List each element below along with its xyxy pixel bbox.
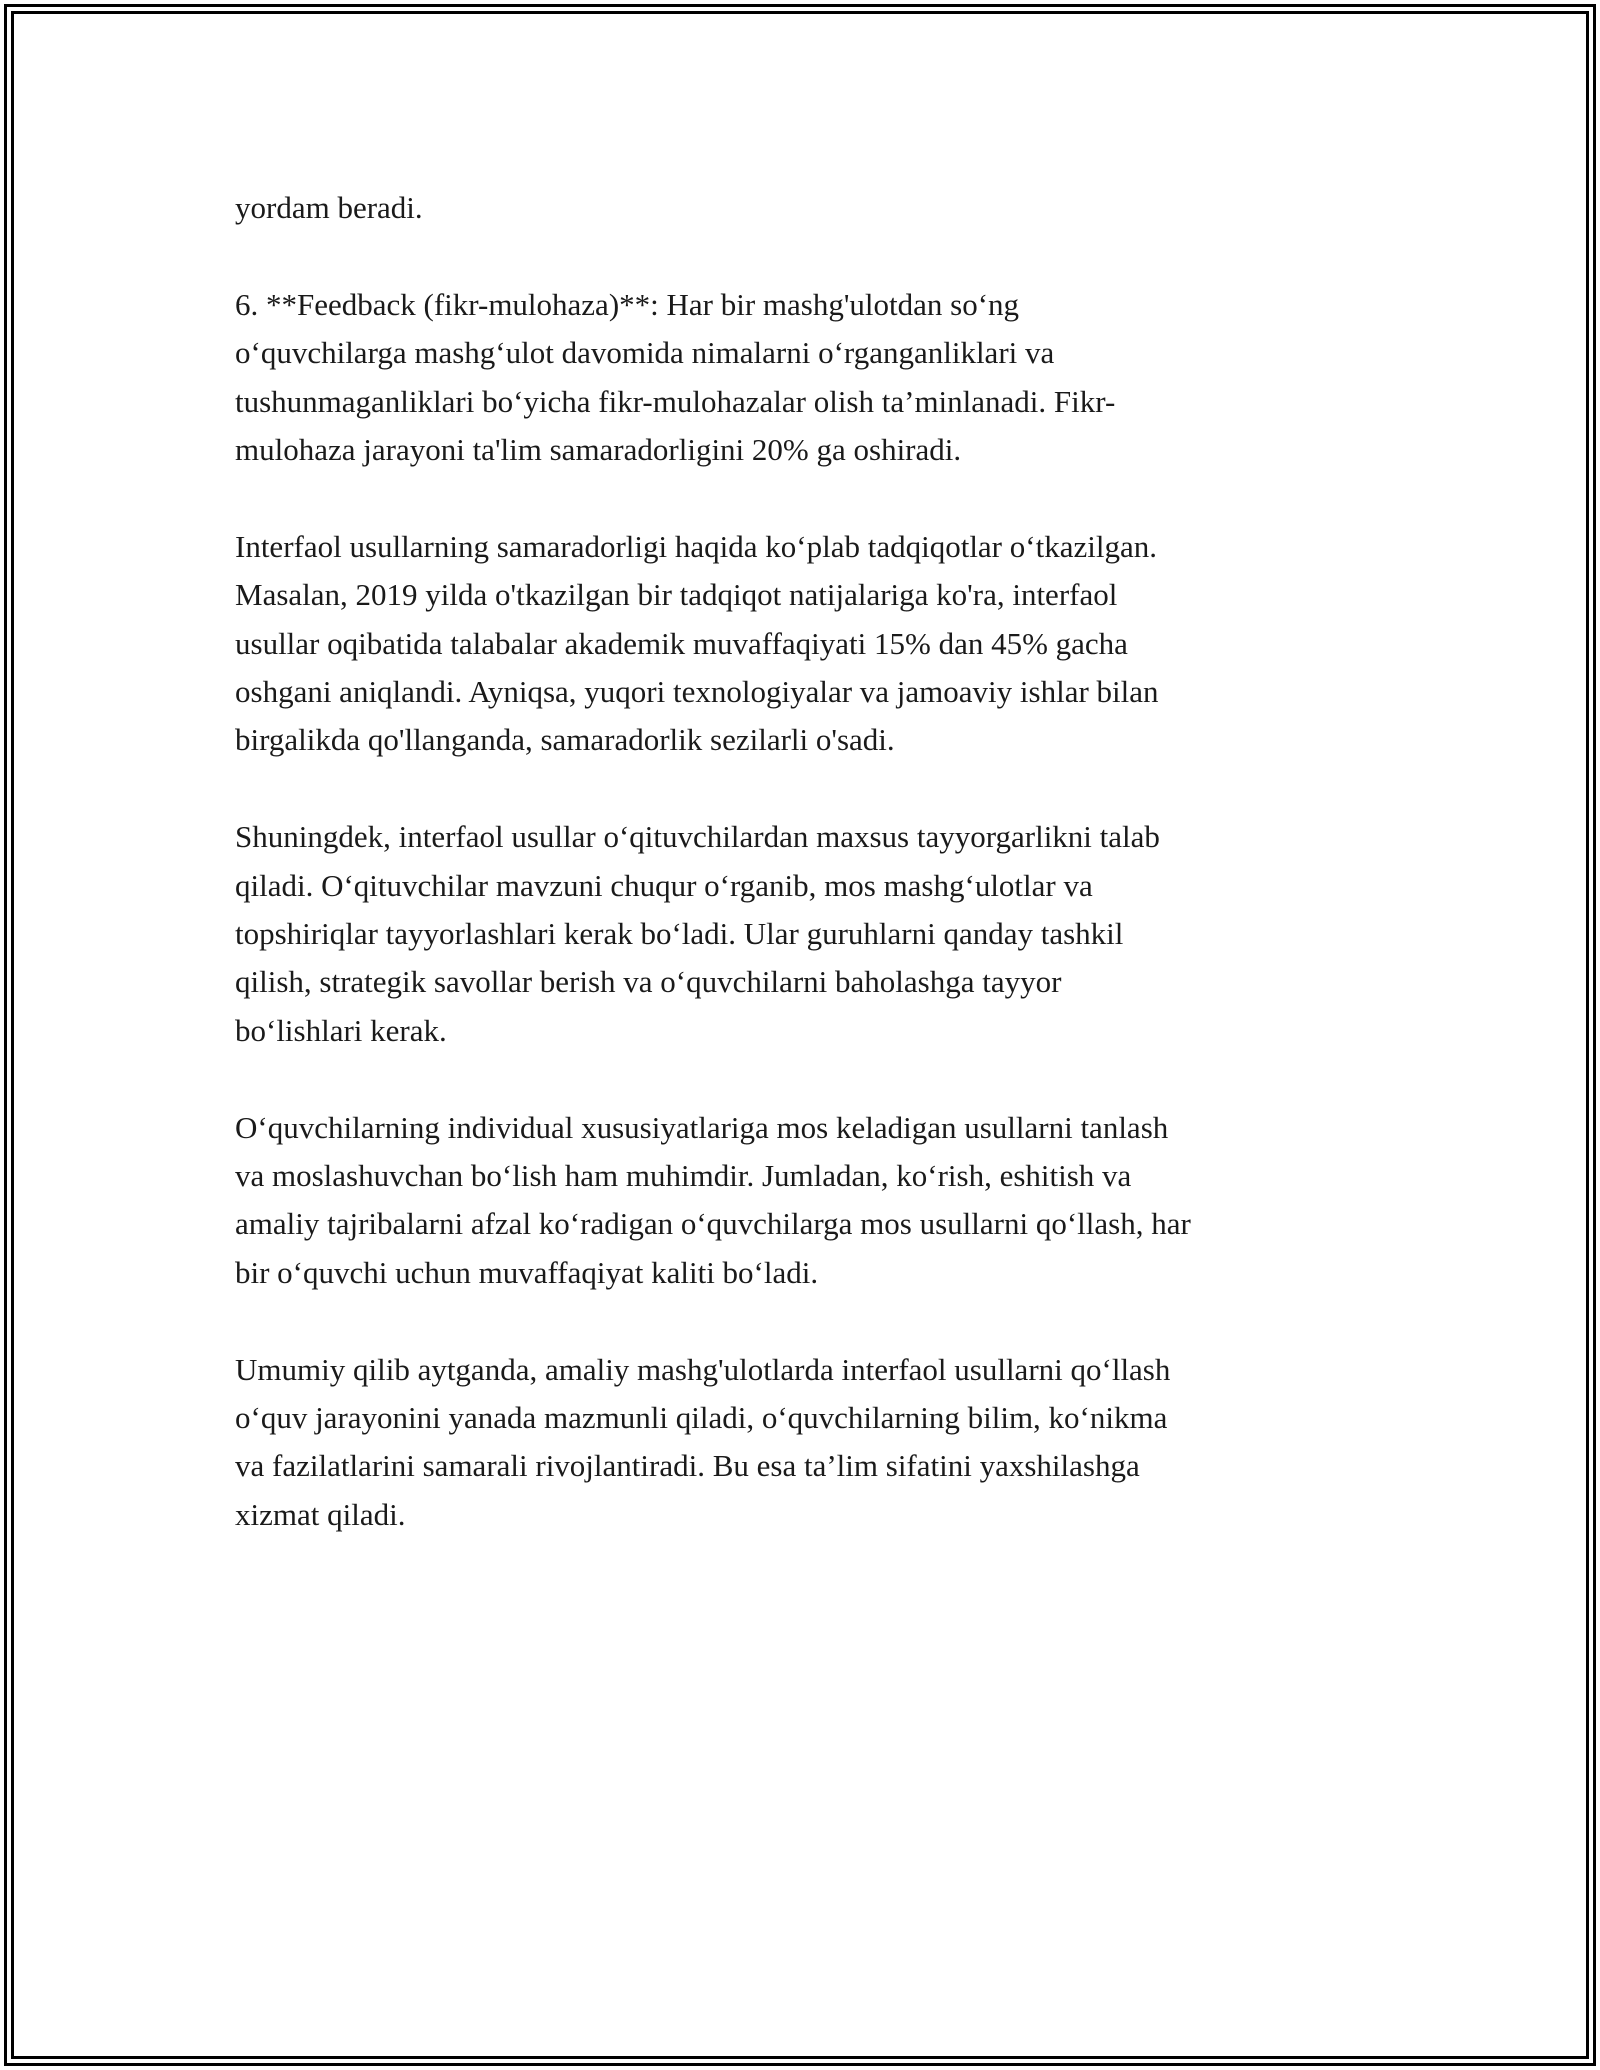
text-line: xizmat qiladi. [235,1496,406,1532]
text-line: o‘quvchilarga mashg‘ulot davomida nimalarni o‘rganganliklari va [235,335,1055,371]
text-line: mulohaza jarayoni ta'lim samaradorligini 20% ga oshiradi. [235,432,962,468]
text-line: amaliy tajribalarni afzal ko‘radigan o‘quvchilarga mos usullarni qo‘llash, har [235,1206,1191,1242]
paragraph-teacher-preparation [235,813,1375,1055]
text-line: o‘quv jarayonini yanada mazmunli qiladi, o‘quvchilarning bilim, ko‘nikma [235,1400,1168,1436]
text-line: Umumiy qilib aytganda, amaliy mashg'ulotlarda interfaol usullarni qo‘llash [235,1351,1171,1387]
text-line: Shuningdek, interfaol usullar o‘qituvchilardan maxsus tayyorgarlikni talab [235,819,1160,855]
text-line: Interfaol usullarning samaradorligi haqida ko‘plab tadqiqotlar o‘tkazilgan. [235,528,1157,564]
text-line: 6. **Feedback (fikr-mulohaza)**: Har bir mashg'ulotdan so‘ng [235,286,1020,322]
text-line: O‘quvchilarning individual xususiyatlariga mos keladigan usullarni tanlash [235,1109,1169,1145]
text-line: va moslashuvchan bo‘lish ham muhimdir. Jumladan, ko‘rish, eshitish va [235,1158,1132,1194]
text-line: bir o‘quvchi uchun muvaffaqiyat kaliti bo‘ladi. [235,1254,819,1290]
text-line: usullar oqibatida talabalar akademik muvaffaqiyati 15% dan 45% gacha [235,625,1128,661]
paragraph-feedback [235,281,1375,475]
text-line: Masalan, 2019 yilda o'tkazilgan bir tadqiqot natijalariga ko'ra, interfaol [235,577,1118,613]
text-line: bo‘lishlari kerak. [235,1012,447,1048]
text-line: tushunmaganliklari bo‘yicha fikr-mulohazalar olish ta’minlanadi. Fikr- [235,383,1116,419]
paragraph-conclusion [235,1346,1375,1540]
text-line: yordam beradi. [235,190,423,225]
paragraph-continuation [235,184,1375,232]
text-line: oshgani aniqlandi. Ayniqsa, yuqori texnologiyalar va jamoaviy ishlar bilan [235,674,1159,710]
text-line: birgalikda qo'llanganda, samaradorlik sezilarli o'sadi. [235,722,895,758]
document-body [235,184,1375,1588]
text-line: va fazilatlarini samarali rivojlantiradi. Bu esa ta’lim sifatini yaxshilashga [235,1448,1140,1484]
paragraph-individual-features [235,1104,1375,1298]
text-line: topshiriqlar tayyorlashlari kerak bo‘ladi. Ular guruhlarni qanday tashkil [235,916,1124,952]
text-line: qiladi. O‘qituvchilar mavzuni chuqur o‘rganib, mos mashg‘ulotlar va [235,867,1093,903]
paragraph-research [235,523,1375,765]
text-line: qilish, strategik savollar berish va o‘quvchilarni baholashga tayyor [235,964,1062,1000]
